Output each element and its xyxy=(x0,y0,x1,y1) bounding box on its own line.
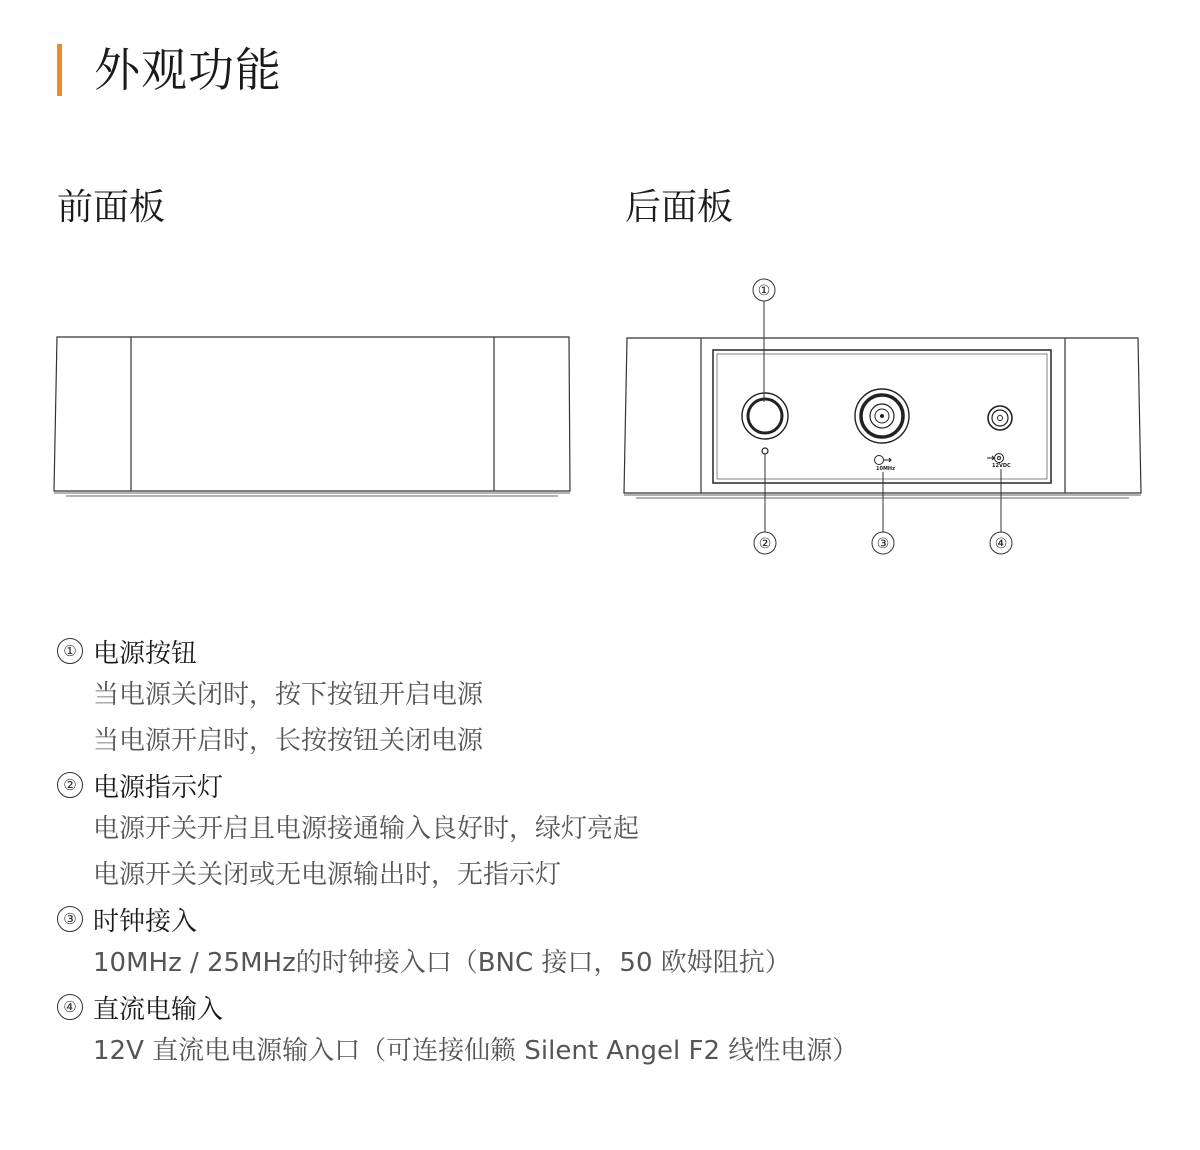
power-button-drawing xyxy=(742,393,788,439)
feature-descriptions xyxy=(57,630,1157,1074)
feature-heading xyxy=(57,986,1157,1028)
title-accent-bar xyxy=(57,44,62,96)
feature-heading xyxy=(57,764,1157,806)
dc-port-label: 12VDC xyxy=(992,463,1011,469)
feature-number: ④ xyxy=(57,994,83,1020)
dc-in-icon xyxy=(987,454,1004,463)
page-title: 外观功能 xyxy=(94,43,282,97)
callout-number-1: ① xyxy=(757,283,771,299)
feature-line: 12V 直流电电源输入口（可连接仙籁 Silent Angel F2 线性电源） xyxy=(93,1036,859,1066)
feature-heading xyxy=(57,898,1157,940)
callout-number-3: ③ xyxy=(876,536,890,552)
clock-out-icon xyxy=(875,456,892,465)
feature-line: 10MHz / 25MHz的时钟接入口（BNC 接口，50 欧姆阻抗） xyxy=(93,948,791,978)
feature-title: 电源按钮 xyxy=(93,638,198,669)
feature-item-power-button xyxy=(57,630,1157,764)
feature-line: 当电源开启时，长按按钮关闭电源 xyxy=(93,726,484,756)
feature-title: 电源指示灯 xyxy=(93,772,224,803)
feature-title: 时钟接入 xyxy=(93,906,198,937)
clock-port-label: 10MHz xyxy=(876,466,896,472)
front-panel-title: 前面板 xyxy=(57,187,166,228)
feature-heading xyxy=(57,630,1157,672)
feature-item-power-led xyxy=(57,764,1157,898)
rear-panel-diagram xyxy=(600,270,1160,570)
feature-line: 电源开关关闭或无电源输出时，无指示灯 xyxy=(93,860,562,890)
feature-line: 电源开关开启且电源接通输入良好时，绿灯亮起 xyxy=(93,814,640,844)
callout-number-4: ④ xyxy=(994,536,1008,552)
rear-panel-title: 后面板 xyxy=(625,187,734,228)
power-led-drawing xyxy=(762,448,768,454)
feature-number: ① xyxy=(57,638,83,664)
feature-item-clock-input xyxy=(57,898,1157,986)
dc-jack-drawing xyxy=(988,406,1012,430)
callout-number-2: ② xyxy=(758,536,772,552)
feature-number: ② xyxy=(57,772,83,798)
bnc-connector-drawing xyxy=(855,389,909,443)
front-panel-diagram xyxy=(40,320,580,510)
feature-number: ③ xyxy=(57,906,83,932)
feature-line: 当电源关闭时，按下按钮开启电源 xyxy=(93,680,484,710)
feature-title: 直流电输入 xyxy=(93,994,224,1025)
feature-item-dc-input xyxy=(57,986,1157,1074)
